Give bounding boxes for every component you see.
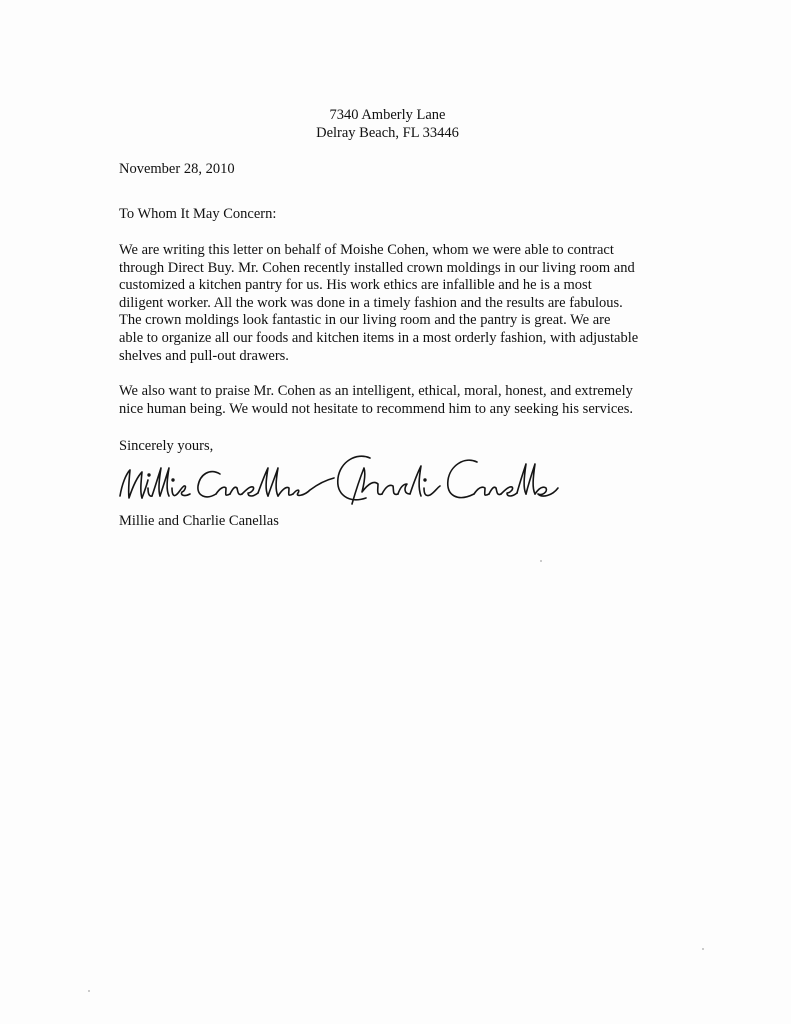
- scan-speck: [540, 560, 542, 562]
- paragraph-line: The crown moldings look fantastic in our living room and the pantry is great. We are: [119, 312, 611, 329]
- paragraph-line: able to organize all our foods and kitchen items in a most orderly fashion, with adjustable: [119, 329, 639, 346]
- paragraph-line: diligent worker. All the work was done in a timely fashion and the results are fabulous.: [119, 294, 623, 311]
- salutation: To Whom It May Concern:: [119, 206, 277, 222]
- paragraph-line: shelves and pull-out drawers.: [119, 347, 289, 364]
- body-paragraph-2: [119, 383, 679, 418]
- sender-address: [0, 106, 791, 142]
- closing: Sincerely yours,: [119, 438, 214, 454]
- address-city-state-zip: Delray Beach, FL 33446: [316, 125, 459, 141]
- paragraph-line: We also want to praise Mr. Cohen as an intelligent, ethical, moral, honest, and extremely: [119, 383, 633, 399]
- scan-speck: [702, 948, 704, 950]
- scan-speck: [88, 990, 90, 992]
- paragraph-line: customized a kitchen pantry for us. His work ethics are infallible and he is a most: [119, 277, 592, 294]
- signer-name: Millie and Charlie Canellas: [119, 513, 279, 529]
- letter-date: November 28, 2010: [119, 161, 235, 177]
- paragraph-line: through Direct Buy. Mr. Cohen recently installed crown moldings in our living room and: [119, 259, 635, 276]
- address-street: 7340 Amberly Lane: [329, 107, 446, 123]
- paragraph-line: We are writing this letter on behalf of Moishe Cohen, whom we were able to contract: [119, 242, 614, 258]
- paragraph-line: nice human being. We would not hesitate to recommend him to any seeking his services.: [119, 400, 633, 417]
- body-paragraph-1: [119, 242, 679, 365]
- handwritten-signature: [112, 444, 562, 514]
